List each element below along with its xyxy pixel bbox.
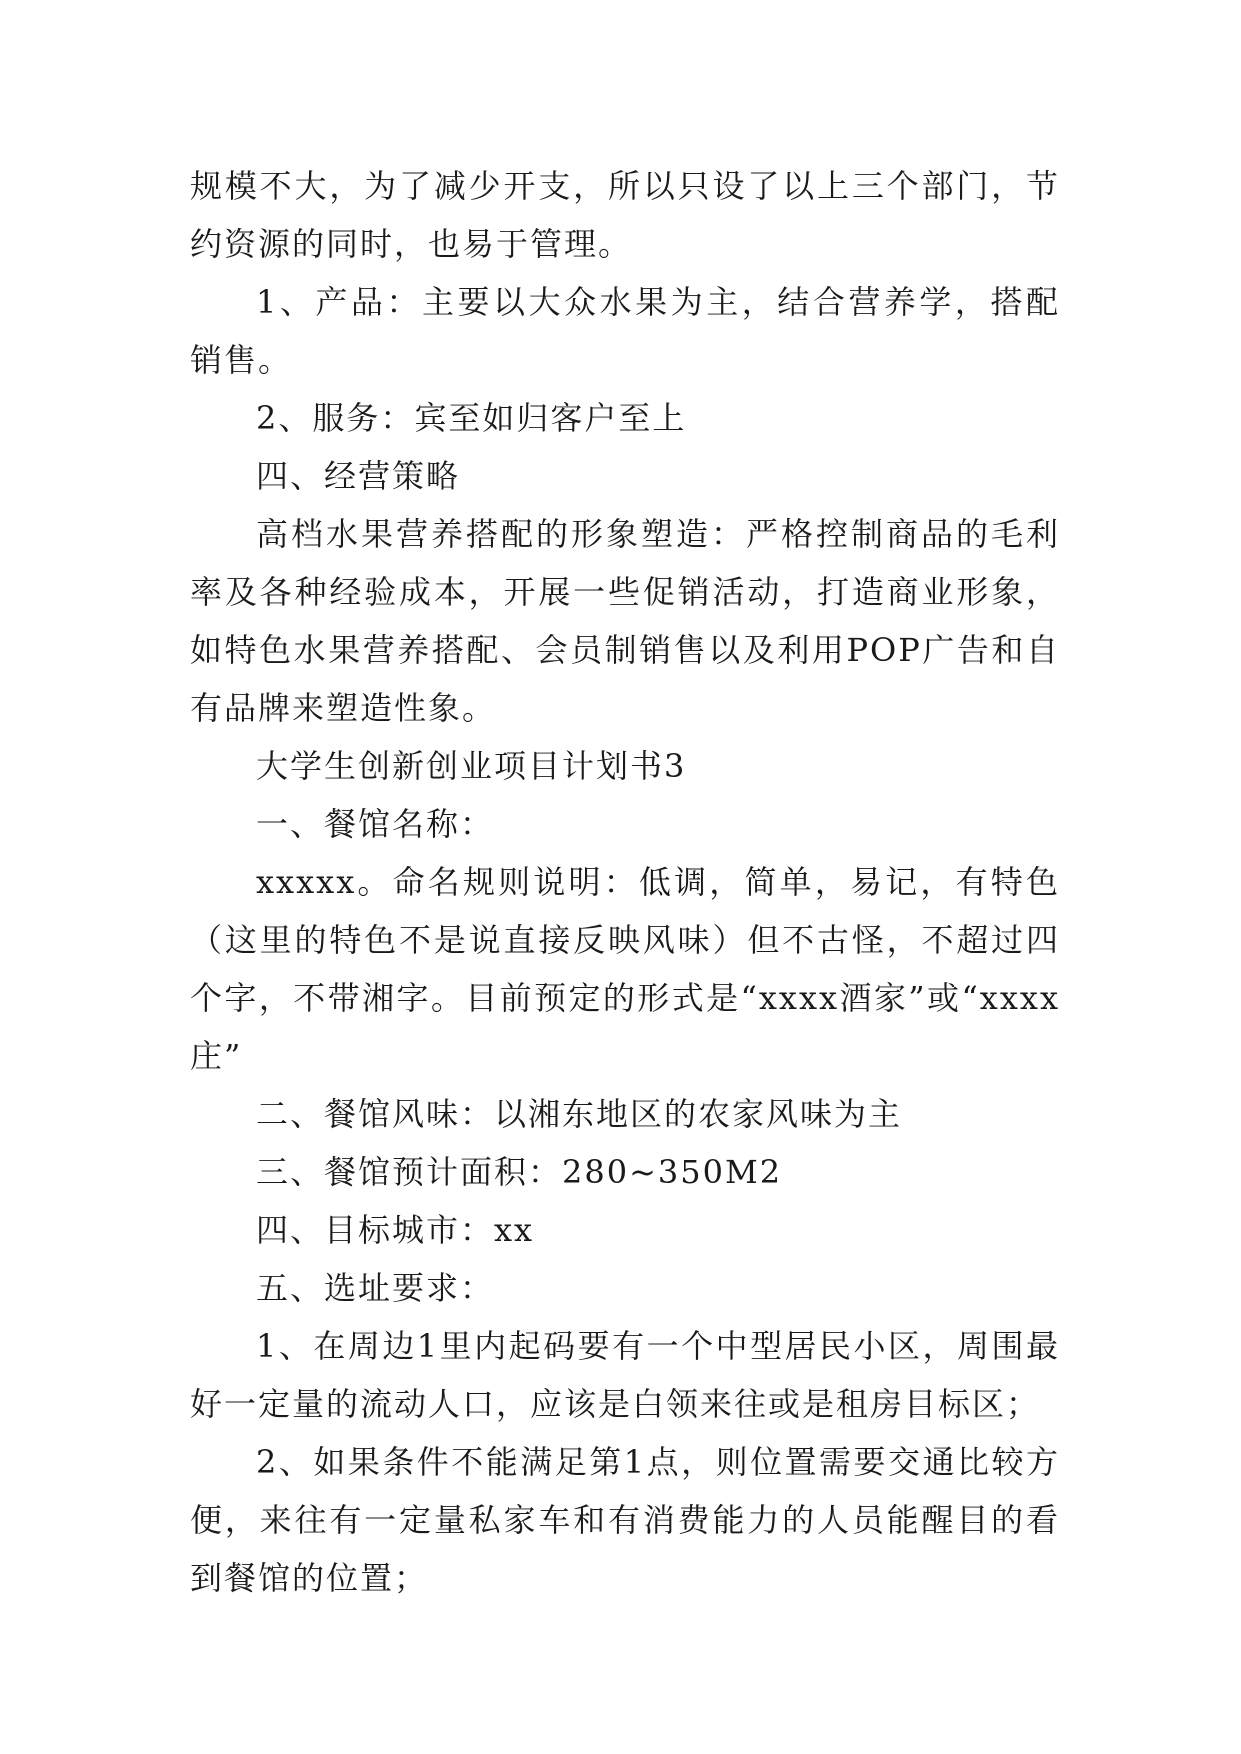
section-heading: 二、餐馆风味：以湘东地区的农家风味为主 bbox=[256, 1095, 903, 1133]
paragraph: 规模不大，为了减少开支，所以只设了以上三个部门，节约资源的同时，也易于管理。 bbox=[190, 167, 1060, 263]
paragraph: xxxxx。命名规则说明：低调，简单，易记，有特色（这里的特色不是说直接反映风味）但不古怪，不超过四个字，不带湘字。目前预定的形式是“xxxx酒家”或“xxxx庄” bbox=[190, 863, 1060, 1075]
section-heading: 四、目标城市：xx bbox=[256, 1211, 535, 1249]
section-heading: 五、选址要求： bbox=[256, 1269, 495, 1307]
paragraph: 2、服务：宾至如归客户至上 bbox=[256, 399, 687, 437]
section-heading: 四、经营策略 bbox=[256, 457, 461, 495]
document-title: 大学生创新创业项目计划书3 bbox=[256, 747, 687, 785]
section-heading: 三、餐馆预计面积：280~350M2 bbox=[256, 1153, 783, 1191]
document-body bbox=[190, 157, 1060, 1607]
section-heading: 一、餐馆名称： bbox=[256, 805, 495, 843]
paragraph: 1、产品：主要以大众水果为主，结合营养学，搭配销售。 bbox=[190, 283, 1060, 379]
list-item: 2、如果条件不能满足第1点，则位置需要交通比较方便，来往有一定量私家车和有消费能力的人员能醒目的看到餐馆的位置； bbox=[190, 1443, 1060, 1597]
paragraph: 高档水果营养搭配的形象塑造：严格控制商品的毛利率及各种经验成本，开展一些促销活动，打造商业形象，如特色水果营养搭配、会员制销售以及利用POP广告和自有品牌来塑造性象。 bbox=[190, 515, 1060, 727]
list-item: 1、在周边1里内起码要有一个中型居民小区，周围最好一定量的流动人口，应该是白领来往或是租房目标区； bbox=[190, 1327, 1060, 1423]
